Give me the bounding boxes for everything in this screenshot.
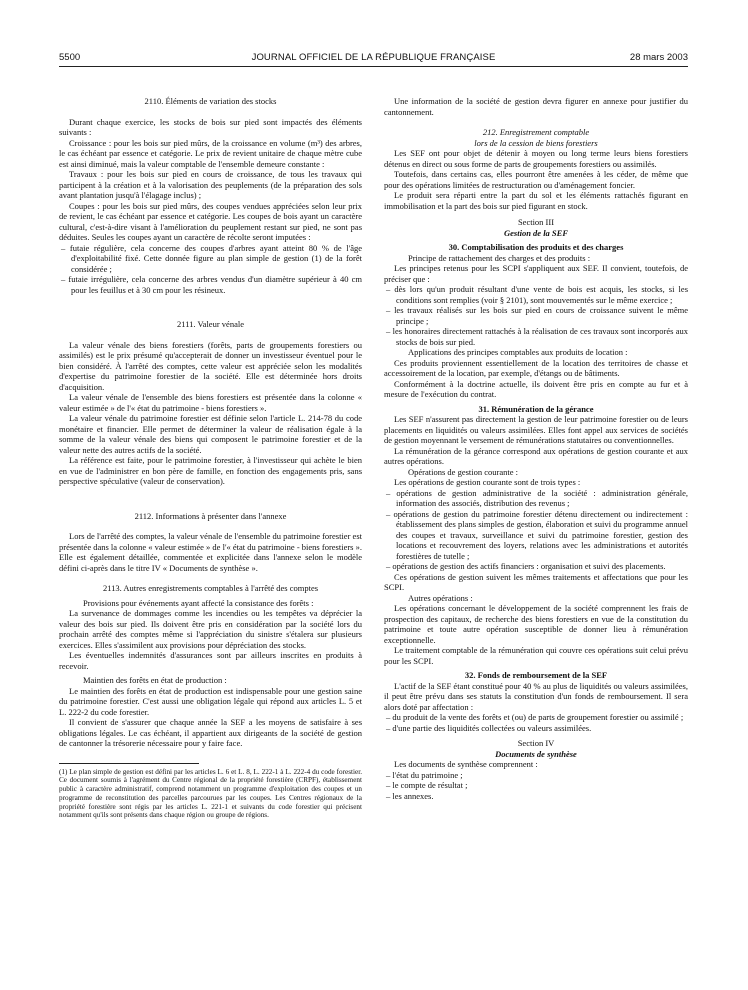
heading-30: 30. Comptabilisation des produits et des charges <box>448 242 624 252</box>
subheading: Opérations de gestion courante : <box>408 466 518 477</box>
subheading: Maintien des forêts en état de production : <box>83 675 227 685</box>
paragraph: Le produit sera réparti entre la part du sol et les éléments rattachés figurant en immobilisation et la part des bois sur pied figurant en stock. <box>384 190 688 211</box>
bullet-list <box>384 284 688 347</box>
paragraph: Une information de la société de gestion devra figurer en annexe pour justifier du cantonnement. <box>384 96 688 117</box>
paragraph: La valeur vénale du patrimoine forestier est définie selon l'article L. 214-78 du code monétaire et financier. Elle permet de déterminer la valeur de réalisation égale à la somme de la valeur vénale des biens qui composent le patrimoine forestier et de la valeur nette des autres actifs de la société. <box>59 413 362 455</box>
paragraph: Il convient de s'assurer que chaque année la SEF a les moyens de satisfaire à ses obligations légales. Le cas échéant, il appartient aux dirigeants de la société de gestion de cantonner la trésorerie nécessaire pour y faire face. <box>59 717 362 748</box>
section-label: Section IV <box>517 738 555 748</box>
subheading: Principe de rattachement des charges et des produits : <box>408 252 591 263</box>
paragraph: Les SEF n'assurent pas directement la gestion de leur patrimoine forestier ou de leurs placements en liquidités ou valeurs assimilées. Elles font appel aux services de sociétés de gestion moyennant le versement de rémunérations statutaires ou conventionnelles. <box>384 414 688 445</box>
heading-31: 31. Rémunération de la gérance <box>478 403 594 414</box>
right-column <box>384 96 688 801</box>
bullet-list <box>59 243 362 296</box>
list-item: – opérations de gestion administrative de la société : administration générale, information des associés, distribution des revenus ; <box>384 488 688 509</box>
footnote-rule <box>59 763 199 764</box>
heading-212-subtitle: lors de la cession de biens forestiers <box>474 137 598 148</box>
paragraph: Le traitement comptable de la rémunération qui couvre ces opérations suit celui prévu pour les SCPI. <box>384 645 688 666</box>
list-item: – le compte de résultat ; <box>384 780 688 791</box>
list-item: – futaie régulière, cela concerne des coupes d'arbres ayant atteint 80 % de l'âge d'exploitabilité fixé. Cette donnée figure au plan simple de gestion (1) de la forêt considérée ; <box>59 243 362 275</box>
paragraph: La référence est faite, pour le patrimoine forestier, à l'investisseur qui achète le bien en vue de l'administrer en bon père de famille, en fonction des engagements pris, sans perspective spéculative (valeur de conservation). <box>59 455 362 486</box>
paragraph: Travaux : pour les bois sur pied en cours de croissance, de tous les travaux qui participent à la création et à la valorisation des peuplements (de la préparation des sols avant plantation jusqu'à l'élagage inclus) ; <box>59 169 362 200</box>
header-rule <box>59 66 688 67</box>
page-header <box>59 52 688 66</box>
subheading: Autres opérations : <box>408 592 473 603</box>
list-item: – les travaux réalisés sur les bois sur pied en cours de croissance suivent le même principe ; <box>384 305 688 326</box>
paragraph: Coupes : pour les bois sur pied mûrs, des coupes vendues appréciées selon leur prix de revient, le cas échéant par essence et catégorie. Les coupes de bois ayant un caractère cultural, c'est-à-dire visant à l'amélioration du peuplement restant sur pied, ne sont pas déduites. Seules les coupes ayant un caractère de récolte seront imputées : <box>59 200 362 242</box>
list-item: – opérations de gestion des actifs financiers : organisation et suivi des placements. <box>384 561 688 572</box>
heading-2110: 2110. Éléments de variation des stocks <box>144 96 277 106</box>
heading-2111: 2111. Valeur vénale <box>177 319 244 329</box>
subheading: Applications des principes comptables aux produits de location : <box>408 347 628 357</box>
footnote: (1) Le plan simple de gestion est défini par les articles L. 6 et L. 8, L. 222-1 à L. 222-4 du code forestier. Ce document soumis à l'agrément du Centre régional de la propriété forestière (CRPF), établissement public à caractère administratif, comprend notamment un programme d'exploitation des coupes et un programme de reconstitution des parcelles parcourues par les coupes. Les Centres régionaux de la propriété forestière sont régis par les articles L. 221-1 et suivants du code forestier qui précisent notamment qu'ils sont présents dans chaque région ou groupe de régions. <box>59 767 362 820</box>
paragraph: Les opérations de gestion courante sont de trois types : <box>394 477 581 487</box>
paragraph: Les principes retenus pour les SCPI s'appliquent aux SEF. Il convient, toutefois, de préciser que : <box>384 263 688 284</box>
paragraph: Ces produits proviennent essentiellement de la location des territoires de chasse et accessoirement de la location, par exemple, d'étangs ou de bâtiments. <box>384 357 688 378</box>
list-item: – l'état du patrimoine ; <box>384 770 688 781</box>
paragraph: Ces opérations de gestion suivent les mêmes traitements et affectations que pour les SCPI. <box>384 571 688 592</box>
paragraph: Le maintien des forêts en état de production est indispensable pour une gestion saine du patrimoine forestier. C'est aussi une obligation légale qui répond aux articles L. 5 et L. 222-2 du code forestier. <box>59 685 362 717</box>
heading-2112: 2112. Informations à présenter dans l'annexe <box>134 510 287 521</box>
list-item: – d'une partie des liquidités collectées ou valeurs assimilées. <box>384 723 688 734</box>
paragraph: Les documents de synthèse comprennent : <box>394 759 538 769</box>
list-item: – du produit de la vente des forêts et (ou) de parts de groupement forestier ou assimilé ; <box>384 712 688 723</box>
list-item: – opérations de gestion du patrimoine forestier détenu directement ou indirectement : établissement des plans simples de gestion, élaboration et suivi du programme annuel des coupes et travaux, surveillance et suivi du patrimoine forestier, gestion des locations et recouvrement des loyers, relations avec les administrations et autorités forestières de tutelle ; <box>384 509 688 562</box>
bullet-list <box>384 770 688 802</box>
heading-32: 32. Fonds de remboursement de la SEF <box>464 670 608 680</box>
list-item: – futaie irrégulière, cela concerne des arbres vendus d'un diamètre supérieur à 40 cm pour les feuillus et à 30 cm pour les résineux. <box>59 274 362 295</box>
paragraph: La valeur vénale de l'ensemble des biens forestiers est présentée dans la colonne « valeur estimée » de l'« état du patrimoine - biens forestiers ». <box>59 392 362 413</box>
paragraph: La survenance de dommages comme les incendies ou les tempêtes va déprécier la valeur des bois sur pied. Ils doivent être pris en considération par la société lors du prochain arrêté des comptes même si l'appréciation du sinistre s'étalera sur plusieurs exercices. Elles s'assimilent aux provisions pour dépréciation des stocks. <box>59 608 362 650</box>
paragraph: Les éventuelles indemnités d'assurances sont par ailleurs inscrites en produits à recevoir. <box>59 650 362 671</box>
list-item: – les honoraires directement rattachés à la réalisation de ces travaux sont incorporés aux stocks de bois sur pied. <box>384 326 688 347</box>
section-title: Gestion de la SEF <box>504 227 568 238</box>
heading-2113: 2113. Autres enregistrements comptables à l'arrêté des comptes <box>102 583 319 593</box>
heading-212: 212. Enregistrement comptable <box>482 127 590 137</box>
paragraph: Durant chaque exercice, les stocks de bois sur pied sont impactés des éléments suivants : <box>59 116 362 137</box>
list-item: – dès lors qu'un produit résultant d'une vente de bois est acquis, les stocks, si les conditions sont remplies (voir § 2101), sont mouvementés sur le même exercice ; <box>384 284 688 305</box>
paragraph: L'actif de la SEF étant constitué pour 40 % au plus de liquidités ou valeurs assimilées, il peut être prévu dans ses statuts la constitution d'un fonds de remboursement. Il sera alors doté par affectation : <box>384 680 688 712</box>
subheading: Provisions pour événements ayant affecté la consistance des forêts : <box>83 597 314 608</box>
section-title: Documents de synthèse <box>495 748 577 759</box>
section-label: Section III <box>517 217 555 227</box>
paragraph: Croissance : pour les bois sur pied mûrs, de la croissance en volume (m³) des arbres, le cas échéant par essence et catégorie. Le prix de revient unitaire de chaque mètre cube est ainsi diminué, mais la valeur comptable de l'ensemble demeure constante : <box>59 137 362 169</box>
publication-date: 28 mars 2003 <box>629 52 688 63</box>
paragraph: Toutefois, dans certains cas, elles pourront être amenées à les céder, de même que pour des opérations limitées de restructuration ou d'aménagement foncier. <box>384 169 688 190</box>
paragraph: Les opérations concernant le développement de la société comprennent les frais de prospection des capitaux, de recherche des biens forestiers en vue de la constitution du patrimoine et toute autre opération susceptible de donner lieu à rémunération exceptionnelle. <box>384 603 688 645</box>
paragraph: Conformément à la doctrine actuelle, ils doivent être pris en compte au fur et à mesure de l'exécution du contrat. <box>384 378 688 399</box>
paragraph: La rémunération de la gérance correspond aux opérations de gestion courante et aux autres opérations. <box>384 445 688 466</box>
paragraph: La valeur vénale des biens forestiers (forêts, parts de groupements forestiers ou assimilés) est le prix présumé qu'accepterait de donner un investisseur éventuel pour le bien considéré. À l'arrêté des comptes, cette valeur est appréciée selon les modalités d'expertise du patrimoine forestier de la société. Elle est déterminée hors droits d'acquisition. <box>59 339 362 392</box>
bullet-list <box>384 712 688 733</box>
left-column <box>59 96 362 820</box>
journal-title: JOURNAL OFFICIEL DE LA RÉPUBLIQUE FRANÇAISE <box>251 52 496 63</box>
paragraph: Les SEF ont pour objet de détenir à moyen ou long terme leurs biens forestiers détenus en direct ou sous forme de parts de groupements forestiers ou assimilés. <box>384 148 688 169</box>
bullet-list <box>384 488 688 572</box>
list-item: – les annexes. <box>384 791 688 802</box>
page-number: 5500 <box>59 52 81 63</box>
paragraph: Lors de l'arrêté des comptes, la valeur vénale de l'ensemble du patrimoine forestier est présentée dans la colonne « valeur estimée » de l'« état du patrimoine - biens forestiers ». Elle est également détaillée, commentée et explicitée dans l'annexe selon le modèle défini ci-après dans le titre IV « Documents de synthèse ». <box>59 531 362 573</box>
